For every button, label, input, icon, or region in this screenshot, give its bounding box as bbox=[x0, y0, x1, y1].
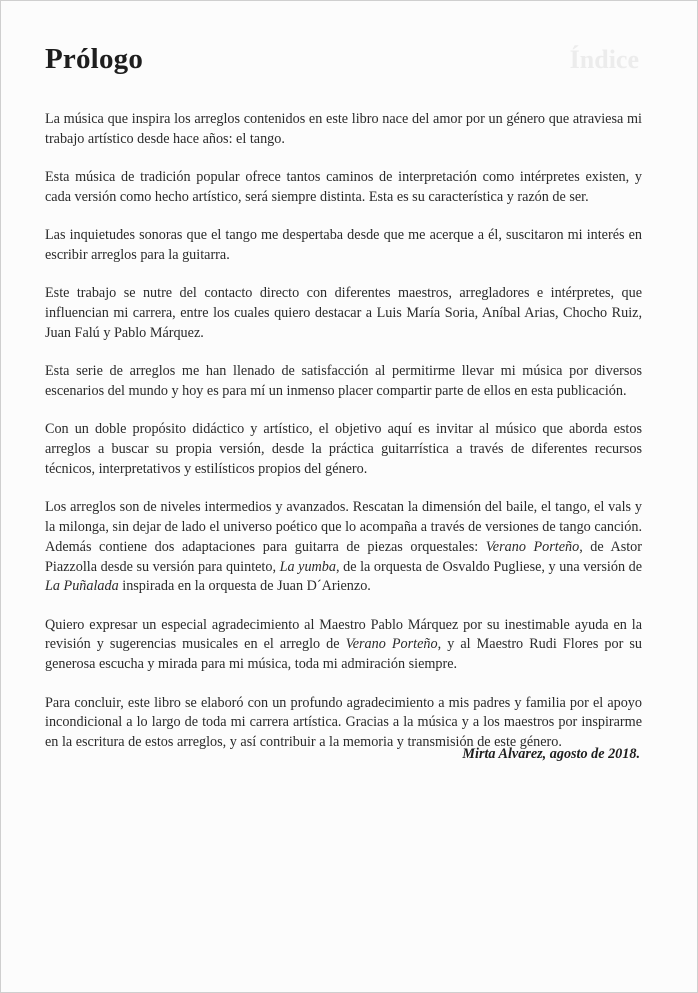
body-paragraph bbox=[45, 110, 642, 150]
work-title-italic: La Puñalada bbox=[45, 578, 119, 595]
paragraph-text: Para concluir, este libro se elaboró con un profundo agradecimiento a mis padres y familia por el apoyo incondicional a lo largo de toda mi carrera artística. Gracias a la música y a los maestros por inspirarme en la escritura de estos arreglos, y así contribuir a la memoria y transmisión de este género. bbox=[45, 694, 642, 751]
bleed-through-text: Índice bbox=[569, 45, 639, 74]
paragraph-text: Quiero expresar un especial agradecimiento al Maestro Pablo Márquez por su inestimable ayuda en la revisión y sugerencias musicales en el arreglo de bbox=[45, 616, 642, 653]
work-title-italic: Verano Porteño bbox=[485, 538, 580, 555]
paragraph-text: Esta música de tradición popular ofrece tantos caminos de interpretación como intérpretes existen, y cada versión como hecho artístico, será siempre distinta. Esta es su característica y razón de ser. bbox=[45, 169, 642, 205]
signature: Mirta Alvarez, agosto de 2018. bbox=[462, 746, 640, 762]
body-paragraph bbox=[45, 168, 642, 208]
paragraph-text: Los arreglos son de niveles intermedios y avanzados. Rescatan la dimensión del baile, el tango, el vals y la milonga, sin dejar de lado el universo poético que lo acompaña a través de versiones de tango canción. Además contiene dos adaptaciones para guitarra de piezas orquestales: bbox=[45, 499, 642, 555]
body-paragraph bbox=[45, 362, 642, 402]
paragraph-text: Este trabajo se nutre del contacto directo con diferentes maestros, arregladores e intérpretes, que influencian mi carrera, entre los cuales quiero destacar a Luis María Soria, Aníbal Arias, Chocho Ruiz, Juan Falú y Pablo Márquez. bbox=[45, 285, 642, 341]
paragraph-text: Esta serie de arreglos me han llenado de satisfacción al permitirme llevar mi música por diversos escenarios del mundo y hoy es para mí un inmenso placer compartir parte de ellos en esta publicación. bbox=[45, 363, 642, 399]
body-paragraph bbox=[45, 616, 642, 675]
paragraph-text: Las inquietudes sonoras que el tango me despertaba desde que me acerque a él, suscitaron mi interés en escribir arreglos para la guitarra. bbox=[45, 227, 642, 263]
body-paragraph bbox=[45, 226, 642, 266]
body-paragraph bbox=[45, 420, 642, 479]
paragraph-text: Con un doble propósito didáctico y artístico, el objetivo aquí es invitar al músico que aborda estos arreglos a buscar su propia versión, desde la práctica guitarrística a través de diferentes recursos técnicos, interpretativos y estilísticos propios del género. bbox=[45, 421, 642, 477]
work-title-italic: La yumba bbox=[279, 558, 336, 575]
prologue-body bbox=[45, 110, 642, 771]
paragraph-text: , y al Maestro Rudi Flores por su generosa escucha y mirada para mi música, toda mi admiración siempre. bbox=[45, 636, 642, 673]
body-paragraph bbox=[45, 498, 642, 597]
body-paragraph bbox=[45, 284, 642, 343]
paragraph-text: , de la orquesta de Osvaldo Pugliese, y una versión de bbox=[335, 558, 643, 575]
work-title-italic: Verano Porteño bbox=[345, 636, 438, 653]
paragraph-text: La música que inspira los arreglos contenidos en este libro nace del amor por un género que atraviesa mi trabajo artístico desde hace años: el tango. bbox=[45, 111, 642, 147]
paragraph-text: , de Astor Piazzolla desde su versión para quinteto, bbox=[45, 538, 642, 575]
page-title: Prólogo bbox=[45, 43, 144, 75]
body-paragraph bbox=[45, 694, 642, 753]
paragraph-text: inspirada en la orquesta de Juan D´Arienzo. bbox=[118, 578, 371, 595]
